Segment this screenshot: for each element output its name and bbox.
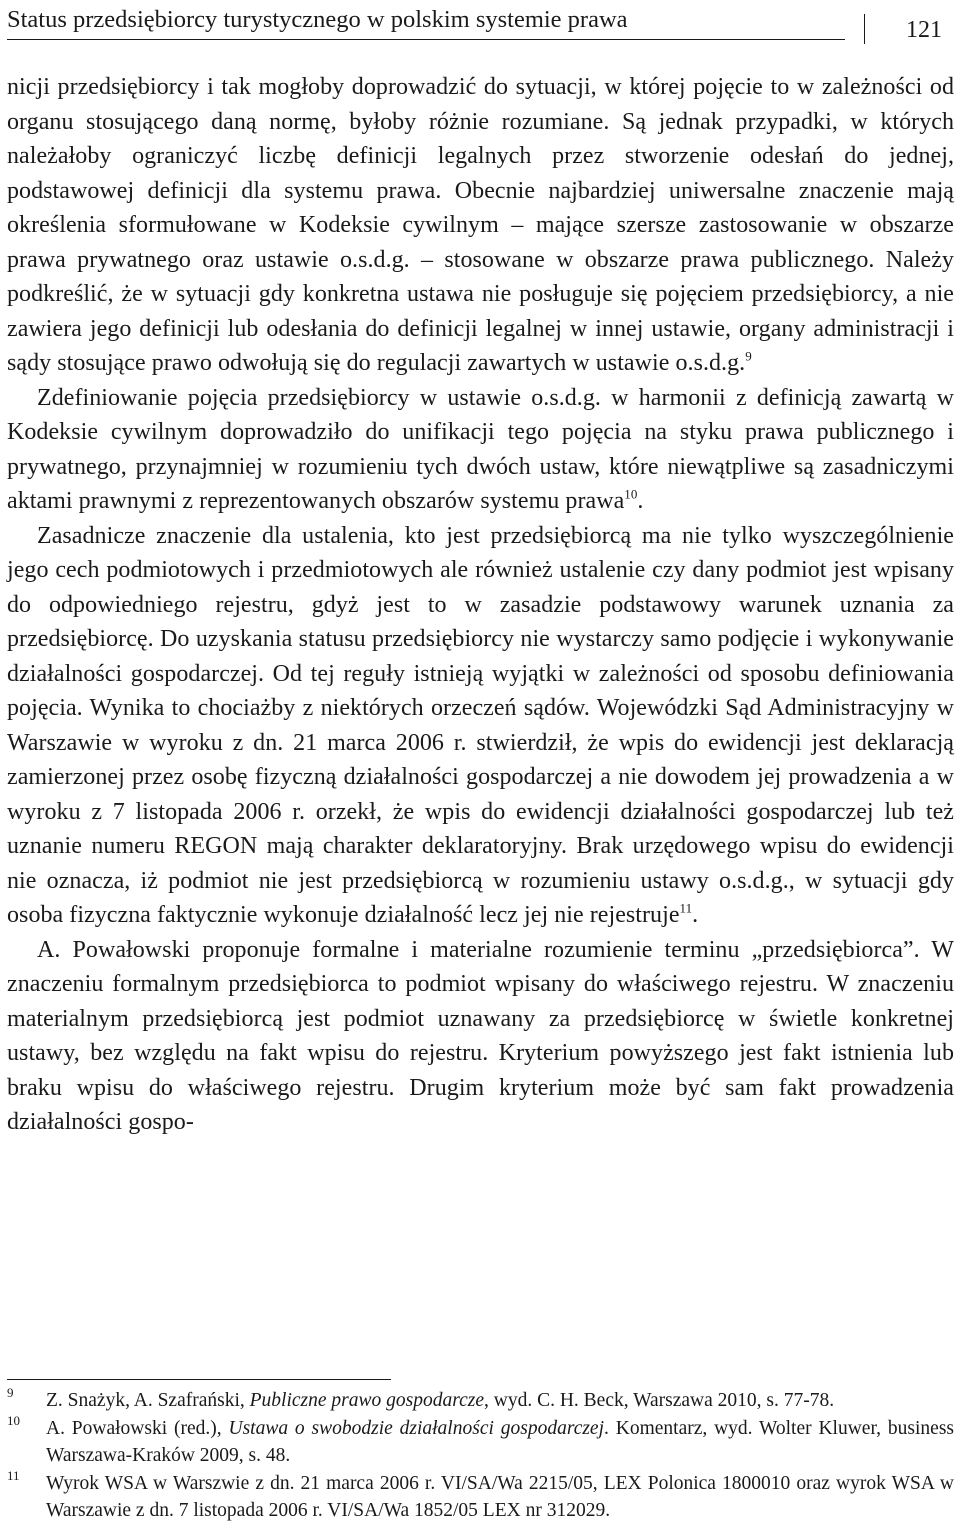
footnote-text: Wyrok WSA w Warszwie z dn. 21 marca 2006 r. VI/SA/Wa 2215/05, LEX Polonica 1800010 oraz wyrok WSA w Warszawie z dn. 7 listopada 2006 r. VI/SA/Wa 1852/05 LEX nr 312029. xyxy=(46,1472,954,1521)
footnote-text: A. Powałowski (red.), xyxy=(46,1417,229,1439)
footnote-number: 9 xyxy=(7,1385,14,1400)
paragraph-text: nicji przedsiębiorcy i tak mogłoby doprowadzić do sytuacji, w której pojęcie to w zależności od organu stosującego daną normę, byłoby różnie rozumiane. Są jednak przypadki, w których należałoby ograniczyć liczbę definicji legalnych przez stworzenie odesłań do jednej, podstawowej definicji dla systemu prawa. Obecnie najbardziej uniwersalne znaczenie mają określenia sformułowane w Kodeksie cywilnym – mające szersze zastosowanie w obszarze prawa prywatnego oraz ustawie o.s.d.g. – stosowane w obszarze prawa publicznego. Należy podkreślić, że w sytuacji gdy konkretna ustawa nie posługuje się pojęciem przedsiębiorcy, a nie zawiera jego definicji lub odesłania do definicji legalnej w innej ustawie, organy administracji i sądy stosujące prawo odwołują się do regulacji zawartych w ustawie o.s.d.g. xyxy=(7,74,954,376)
footnote-title: Publiczne prawo gospodarcze xyxy=(249,1390,484,1411)
footnote-9 xyxy=(7,1387,954,1415)
paragraph-text: Zdefiniowanie pojęcia przedsiębiorcy w ustawie o.s.d.g. w harmonii z definicją zawartą w Kodeksie cywilnym doprowadziło do unifikacji tego pojęcia na styku prawa publicznego i prywatnego, przynajmniej w rozumieniu tych dwóch ustaw, które niewątpliwe są zasadniczymi aktami prawnymi z reprezentowanych obszarów systemu prawa xyxy=(7,384,954,514)
footnote-number: 10 xyxy=(7,1412,20,1428)
paragraph-text: A. Powałowski proponuje formalne i materialne rozumienie terminu „przedsiębiorca”. W znaczeniu formalnym przedsiębiorca to podmiot wpisany do właściwego rejestru. W znaczeniu materialnym przedsiębiorcą jest podmiot uznawany za przedsiębiorcę w świetle konkretnej ustawy, bez względu na fakt wpisu do rejestru. Kryterium powyższego jest fakt istnienia lub braku wpisu do właściwego rejestru. Drugim kryterium może być sam fakt prowadzenia działalności gospo- xyxy=(7,936,954,1135)
footnote-ref-11: 11 xyxy=(679,900,693,916)
footnote-11 xyxy=(7,1467,954,1525)
page-number: 121 xyxy=(906,17,942,43)
footnote-ref-9: 9 xyxy=(745,348,752,364)
body-text xyxy=(7,70,954,1140)
footnote-number: 11 xyxy=(7,1467,20,1483)
footnote-text-end: . Komentarz, wyd. Wolter Kluwer, business Warszawa-Kraków 2009, s. 48. xyxy=(46,1417,954,1466)
header-rule xyxy=(7,39,845,40)
footnotes xyxy=(7,1387,954,1525)
footnote-separator xyxy=(7,1379,391,1380)
paragraph-text-end: . xyxy=(692,902,699,928)
paragraph-4 xyxy=(7,933,954,1140)
footnote-text-end: , wyd. C. H. Beck, Warszawa 2010, s. 77-78. xyxy=(483,1390,835,1411)
paragraph-text-end: . xyxy=(637,488,644,514)
paragraph-2 xyxy=(7,381,954,519)
paragraph-1 xyxy=(7,70,954,381)
footnote-10 xyxy=(7,1412,954,1470)
paragraph-3 xyxy=(7,519,954,933)
header-divider xyxy=(864,14,865,44)
paragraph-text: Zasadnicze znaczenie dla ustalenia, kto jest przedsiębiorcą ma nie tylko wyszczególnienie jego cech podmiotowych i przedmiotowych ale również ustalenie czy dany podmiot jest wpisany do odpowiedniego rejestru, gdyż jest to w zasadzie podstawowy warunek uznania za przedsiębiorcę. Do uzyskania statusu przedsiębiorcy nie wystarczy samo podjęcie i wykonywanie działalności gospodarczej. Od tej reguły istnieją wyjątki w zależności od sposobu definiowania pojęcia. Wynika to chociażby z niektórych orzeczeń sądów. Wojewódzki Sąd Administracyjny w Warszawie w wyroku z dn. 21 marca 2006 r. stwierdził, że wpis do ewidencji jest deklaracją zamierzonej przez osobę fizyczną działalności gospodarczej a nie dowodem jej prowadzenia a w wyroku z 7 listopada 2006 r. orzekł, że wpis do ewidencji działalności gospodarczej lub też uznanie numeru REGON mają charakter deklaratoryjny. Brak urzędowego wpisu do ewidencji nie oznacza, iż podmiot nie jest przedsiębiorcą w rozumieniu ustawy o.s.d.g., w sytuacji gdy osoba fizyczna faktycznie wykonuje działalność lecz jej nie rejestruje xyxy=(7,522,954,928)
page-header xyxy=(7,4,954,44)
running-title: Status przedsiębiorcy turystycznego w polskim systemie prawa xyxy=(7,6,628,33)
footnote-ref-10: 10 xyxy=(624,486,638,502)
footnote-text: Z. Snażyk, A. Szafrański, xyxy=(46,1390,250,1411)
footnote-title: Ustawa o swobodzie działalności gospodarczej xyxy=(228,1417,605,1439)
